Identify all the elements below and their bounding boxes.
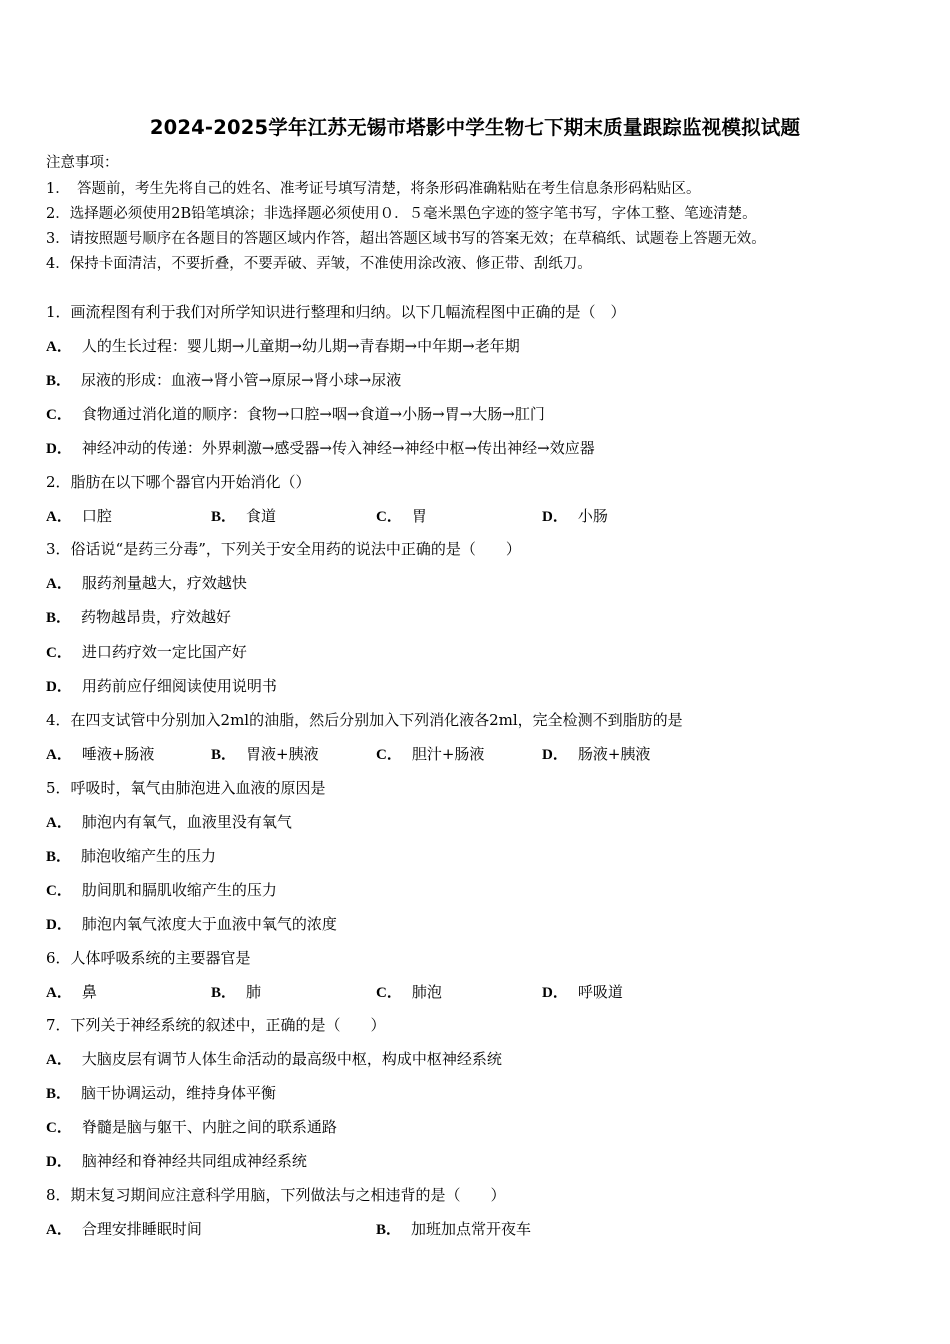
- option: [542, 981, 623, 1002]
- question-stem: 5．呼吸时，氧气由肺泡进入血液的原因是: [46, 779, 326, 797]
- option-letter: B．: [211, 985, 237, 1001]
- option-letter: B．: [46, 849, 72, 865]
- question-stem: 7．下列关于神经系统的叙述中，正确的是（ ）: [46, 1016, 386, 1034]
- option: [46, 913, 337, 934]
- option-text: 肺: [246, 983, 262, 1001]
- option-text: 胃: [411, 507, 427, 525]
- question-stem: 4．在四支试管中分别加入2ml的油脂，然后分别加入下列消化液各2ml，完全检测不到脂肪的是: [46, 711, 683, 729]
- option-letter: B．: [211, 509, 237, 525]
- notice-item: 2．选择题必须使用2B铅笔填涂；非选择题必须使用０．５毫米黑色字迹的签字笔书写，字体工整、笔迹清楚。: [46, 206, 757, 222]
- option-text: 肺泡内氧气浓度大于血液中氧气的浓度: [81, 915, 337, 933]
- option-letter: D．: [46, 1154, 72, 1170]
- option: [46, 743, 154, 764]
- option-text: 胆汁+肠液: [411, 745, 485, 763]
- option: [46, 437, 595, 458]
- notice-item: 4．保持卡面清洁，不要折叠，不要弄破、弄皱，不准使用涂改液、修正带、刮纸刀。: [46, 256, 592, 272]
- option: [211, 505, 276, 526]
- option-text: 人的生长过程：婴儿期→儿童期→幼儿期→青春期→中年期→老年期: [81, 337, 520, 355]
- option-text: 肺泡: [411, 983, 442, 1001]
- notice-heading: 注意事项：: [46, 155, 119, 171]
- option-letter: A．: [46, 339, 72, 355]
- option-letter: C．: [376, 509, 402, 525]
- option: [211, 981, 261, 1002]
- option-letter: C．: [46, 883, 72, 899]
- option: [542, 743, 650, 764]
- option-text: 小肠: [577, 507, 608, 525]
- option: [46, 572, 247, 593]
- option: [46, 505, 112, 526]
- question-stem: 6．人体呼吸系统的主要器官是: [46, 949, 251, 967]
- option: [46, 1082, 276, 1103]
- option: [46, 1048, 502, 1069]
- option-text: 唾液+肠液: [81, 745, 155, 763]
- option-letter: A．: [46, 509, 72, 525]
- option-text: 食物通过消化道的顺序：食物→口腔→咽→食道→小肠→胃→大肠→肛门: [81, 405, 545, 423]
- option-letter: A．: [46, 747, 72, 763]
- option-text: 脊髓是脑与躯干、内脏之间的联系通路: [81, 1118, 337, 1136]
- option-text: 大脑皮层有调节人体生命活动的最高级中枢，构成中枢神经系统: [81, 1050, 502, 1068]
- option: [376, 505, 427, 526]
- option-text: 脑神经和脊神经共同组成神经系统: [81, 1152, 307, 1170]
- option-letter: D．: [542, 985, 568, 1001]
- option-letter: B．: [211, 747, 237, 763]
- option-text: 口腔: [81, 507, 112, 525]
- question-stem: 1．画流程图有利于我们对所学知识进行整理和归纳。以下几幅流程图中正确的是（ ）: [46, 303, 626, 321]
- option-text: 药物越昂贵，疗效越好: [81, 608, 232, 626]
- option-letter: A．: [46, 1052, 72, 1068]
- page-title: 2024-2025学年江苏无锡市塔影中学生物七下期末质量跟踪监视模拟试题: [149, 116, 801, 139]
- question-stem: 2．脂肪在以下哪个器官内开始消化（）: [46, 473, 311, 491]
- option-letter: D．: [46, 679, 72, 695]
- option: [46, 811, 292, 832]
- option-text: 肺泡收缩产生的压力: [81, 847, 217, 865]
- option-text: 尿液的形成：血液→肾小管→原尿→肾小球→尿液: [81, 371, 402, 389]
- option-letter: D．: [46, 917, 72, 933]
- option: [46, 1116, 337, 1137]
- option-letter: B．: [46, 1086, 72, 1102]
- option-text: 脑干协调运动，维持身体平衡: [81, 1084, 277, 1102]
- option: [46, 1218, 202, 1239]
- option: [46, 403, 545, 424]
- option: [46, 879, 277, 900]
- option-text: 肋间肌和膈肌收缩产生的压力: [81, 881, 277, 899]
- question-stem: 8．期末复习期间应注意科学用脑，下列做法与之相违背的是（ ）: [46, 1186, 506, 1204]
- option-text: 肠液+胰液: [577, 745, 651, 763]
- option-text: 食道: [246, 507, 277, 525]
- option-letter: C．: [376, 985, 402, 1001]
- option: [46, 1150, 307, 1171]
- option-text: 肺泡内有氧气，血液里没有氧气: [81, 813, 292, 831]
- option-letter: A．: [46, 576, 72, 592]
- option-text: 鼻: [81, 983, 97, 1001]
- option: [46, 369, 401, 390]
- option-letter: B．: [46, 373, 72, 389]
- notice-item: 1． 答题前，考生先将自己的姓名、准考证号填写清楚，将条形码准确粘贴在考生信息条形码粘贴区。: [46, 181, 701, 197]
- option-text: 加班加点常开夜车: [411, 1220, 532, 1238]
- option-letter: C．: [46, 645, 72, 661]
- option: [46, 641, 247, 662]
- option-text: 服药剂量越大，疗效越快: [81, 574, 247, 592]
- option: [46, 845, 216, 866]
- option-text: 合理安排睡眠时间: [81, 1220, 202, 1238]
- option-letter: D．: [542, 747, 568, 763]
- option-letter: C．: [376, 747, 402, 763]
- option-text: 呼吸道: [577, 983, 623, 1001]
- option-text: 用药前应仔细阅读使用说明书: [81, 677, 277, 695]
- option-letter: D．: [46, 441, 72, 457]
- option: [46, 981, 97, 1002]
- option: [376, 1218, 531, 1239]
- question-stem: 3．俗话说“是药三分毒”，下列关于安全用药的说法中正确的是（ ）: [46, 540, 521, 558]
- option: [542, 505, 608, 526]
- option-letter: B．: [46, 610, 72, 626]
- option: [211, 743, 319, 764]
- option-letter: B．: [376, 1222, 402, 1238]
- option-letter: D．: [542, 509, 568, 525]
- option-text: 胃液+胰液: [246, 745, 319, 763]
- option-letter: C．: [46, 407, 72, 423]
- option-letter: A．: [46, 815, 72, 831]
- option: [376, 981, 442, 1002]
- option-letter: A．: [46, 1222, 72, 1238]
- option: [376, 743, 484, 764]
- option-text: 进口药疗效一定比国产好: [81, 643, 247, 661]
- option: [46, 335, 520, 356]
- option: [46, 606, 231, 627]
- notice-item: 3．请按照题号顺序在各题目的答题区域内作答，超出答题区域书写的答案无效；在草稿纸、试题卷上答题无效。: [46, 231, 766, 247]
- option-letter: C．: [46, 1120, 72, 1136]
- option-text: 神经冲动的传递：外界刺激→感受器→传入神经→神经中枢→传出神经→效应器: [81, 439, 595, 457]
- option-letter: A．: [46, 985, 72, 1001]
- option: [46, 675, 277, 696]
